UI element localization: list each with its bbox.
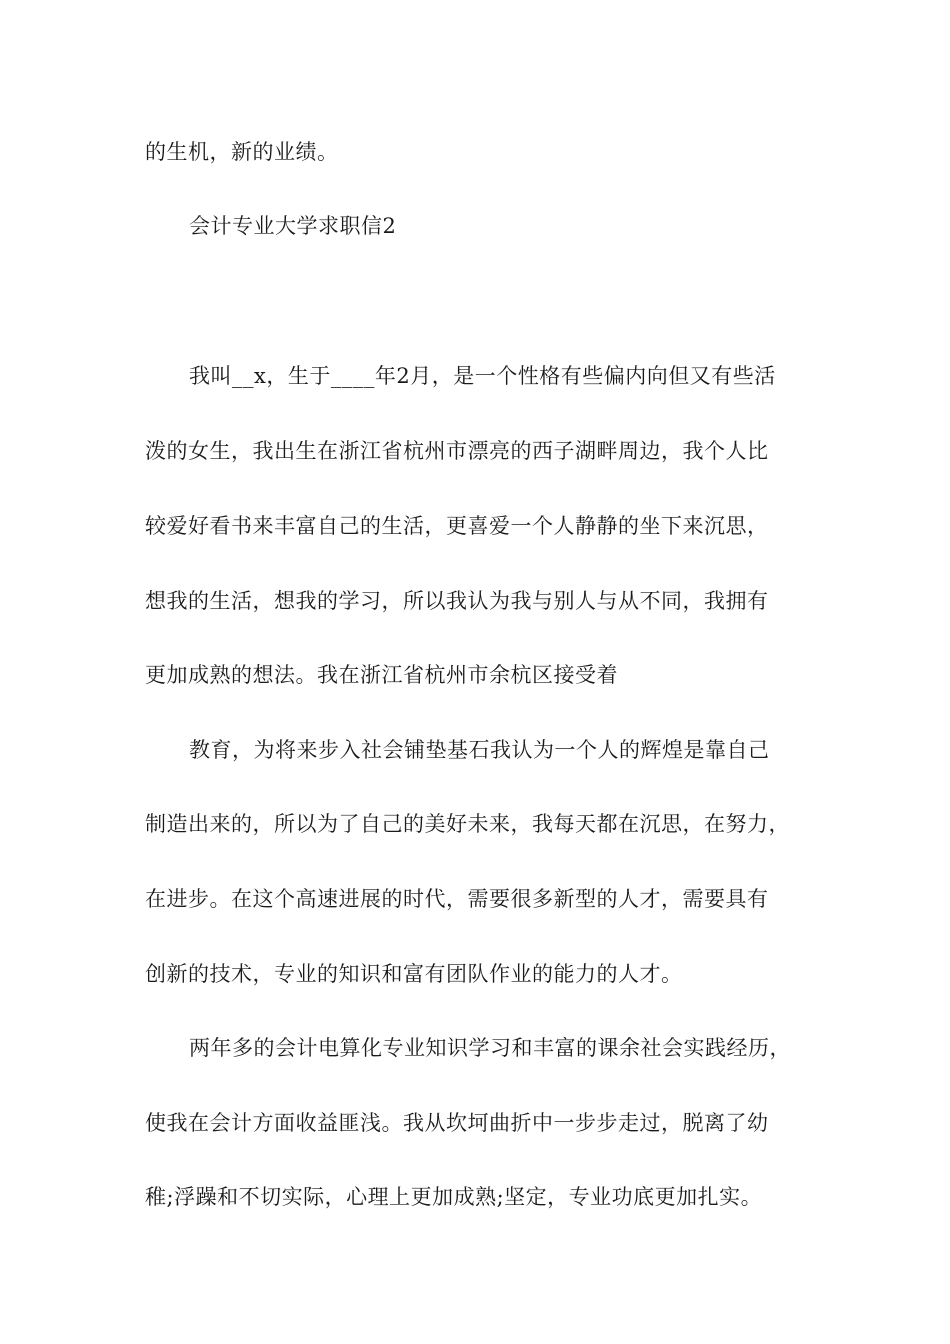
section-title: 会计专业大学求职信2 bbox=[189, 214, 397, 238]
text-line: 使我在会计方面收益匪浅。我从坎坷曲折中一步步走过，脱离了幼 bbox=[145, 1111, 769, 1135]
text-line: 两年多的会计电算化专业知识学习和丰富的课余社会实践经历， bbox=[189, 1036, 791, 1060]
text-line: 创新的技术，专业的知识和富有团队作业的能力的人才。 bbox=[145, 962, 683, 986]
text-line: 制造出来的，所以为了自己的美好未来，我每天都在沉思，在努力， bbox=[145, 812, 790, 836]
text-line: 稚;浮躁和不切实际，心理上更加成熟;坚定，专业功底更加扎实。 bbox=[145, 1185, 763, 1209]
text-line: 我叫__x，生于____年2月，是一个性格有些偏内向但又有些活 bbox=[189, 364, 776, 388]
text-line: 较爱好看书来丰富自己的生活，更喜爱一个人静静的坐下来沉思， bbox=[145, 514, 769, 538]
text-line: 的生机，新的业绩。 bbox=[145, 140, 339, 164]
text-line: 泼的女生，我出生在浙江省杭州市漂亮的西子湖畔周边，我个人比 bbox=[145, 439, 769, 463]
text-line: 更加成熟的想法。我在浙江省杭州市余杭区接受着 bbox=[145, 663, 618, 687]
text-line: 在进步。在这个高速进展的时代，需要很多新型的人才，需要具有 bbox=[145, 887, 769, 911]
text-line: 想我的生活，想我的学习，所以我认为我与别人与从不同，我拥有 bbox=[145, 589, 769, 613]
text-line: 教育，为将来步入社会铺垫基石我认为一个人的辉煌是靠自己 bbox=[189, 738, 770, 762]
